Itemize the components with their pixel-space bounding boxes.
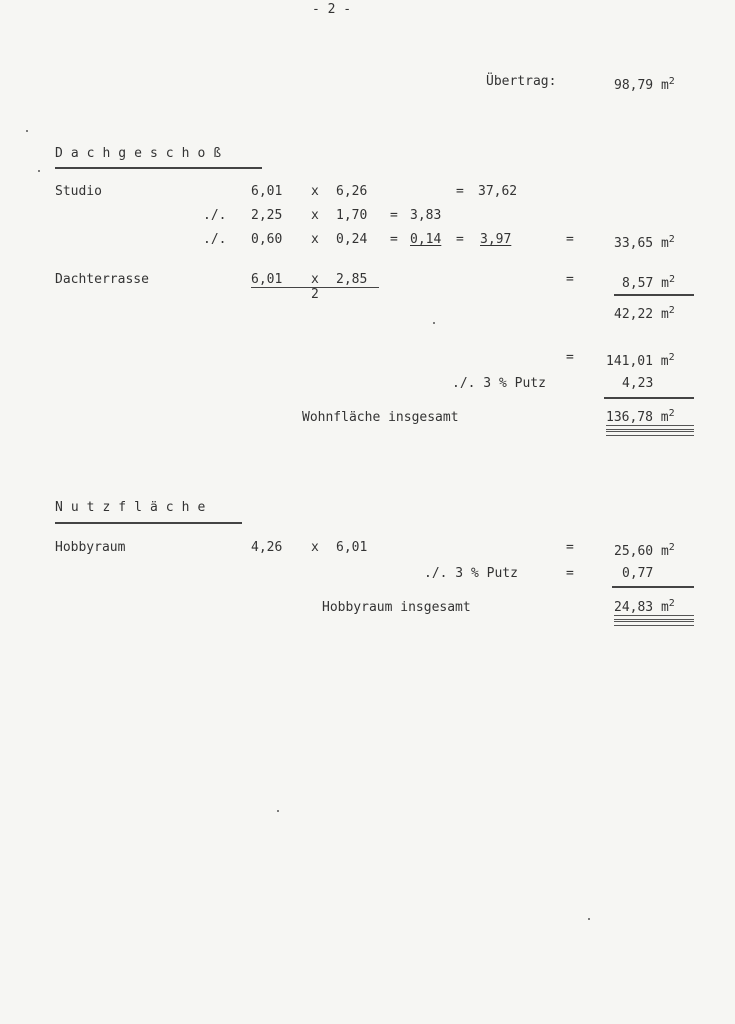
minus2-x: x <box>311 232 319 247</box>
carry-value: 98,79 $m^2$ <box>614 76 675 93</box>
studio-res: 37,62 <box>478 184 518 199</box>
studio-total: 33,65 $m^2$ <box>614 234 675 251</box>
studio-eq: = <box>456 184 464 199</box>
hobby-total-label: Hobbyraum insgesamt <box>322 600 471 615</box>
hobby-label: Hobbyraum <box>55 540 126 555</box>
nutz-putz-eq: = <box>566 566 574 581</box>
hobby-x: x <box>311 540 319 555</box>
terrasse-label: Dachterrasse <box>55 272 149 287</box>
studio-a: 6,01 <box>251 184 283 199</box>
minus2-b: 0,24 <box>336 232 368 247</box>
minus2-eq2: = <box>456 232 464 247</box>
wohn-label: Wohnfläche insgesamt <box>302 410 459 425</box>
minus2-res: 0,14 <box>410 232 442 247</box>
terrasse-x: x <box>311 272 319 287</box>
terrasse-total: 8,57 $m^2$ <box>622 274 675 291</box>
minus1-res: 3,83 <box>410 208 442 223</box>
minus1-op: ./. <box>203 208 227 223</box>
paper-speck <box>26 130 28 132</box>
hobby-grand-total: 24,83 $m^2$ <box>614 598 675 615</box>
studio-x: x <box>311 184 319 199</box>
wohn-double-rule-2 <box>606 431 694 436</box>
nutz-putz-value: 0,77 <box>622 566 654 581</box>
nutzflaeche-heading: Nutzfläche <box>55 500 214 515</box>
minus1-x: x <box>311 208 319 223</box>
subtotal: 42,22 $m^2$ <box>614 305 675 322</box>
minus1-b: 1,70 <box>336 208 368 223</box>
nutz-putz-label: ./. 3 % Putz <box>424 566 518 581</box>
sum-total: 141,01 $m^2$ <box>606 352 675 369</box>
hobby-total: 25,60 $m^2$ <box>614 542 675 559</box>
hobby-eq: = <box>566 540 574 555</box>
terrasse-a: 6,01 <box>251 272 283 287</box>
studio-label: Studio <box>55 184 102 199</box>
sum-eq: = <box>566 350 574 365</box>
terrasse-div: 2 <box>311 287 319 302</box>
minus1-a: 2,25 <box>251 208 283 223</box>
minus2-a: 0,60 <box>251 232 283 247</box>
hobby-double-rule <box>614 615 694 620</box>
wohn-double-rule <box>606 425 694 430</box>
minus2-sum: 3,97 <box>480 232 512 247</box>
subtotal-rule <box>614 294 694 296</box>
page-number: - 2 - <box>312 2 352 17</box>
putz-value: 4,23 <box>622 376 654 391</box>
hobby-double-rule-2 <box>614 621 694 626</box>
terrasse-b: 2,85 <box>336 272 368 287</box>
paper-speck <box>588 918 590 920</box>
paper-speck <box>433 322 435 324</box>
paper-speck <box>38 170 40 172</box>
hobby-a: 4,26 <box>251 540 283 555</box>
heading-underline <box>55 167 262 169</box>
putz-label: ./. 3 % Putz <box>452 376 546 391</box>
dachgeschoss-heading: Dachgeschoß <box>55 146 230 161</box>
wohn-rule <box>604 397 694 399</box>
studio-b: 6,26 <box>336 184 368 199</box>
minus2-op: ./. <box>203 232 227 247</box>
paper-speck <box>277 810 279 812</box>
terrasse-eq: = <box>566 272 574 287</box>
hobby-total-rule <box>612 586 694 588</box>
carry-label: Übertrag: <box>486 74 557 89</box>
minus1-eq: = <box>390 208 398 223</box>
wohn-total: 136,78 $m^2$ <box>606 408 675 425</box>
nutz-heading-underline <box>55 522 242 524</box>
hobby-b: 6,01 <box>336 540 368 555</box>
minus2-eq: = <box>390 232 398 247</box>
minus2-eq3: = <box>566 232 574 247</box>
